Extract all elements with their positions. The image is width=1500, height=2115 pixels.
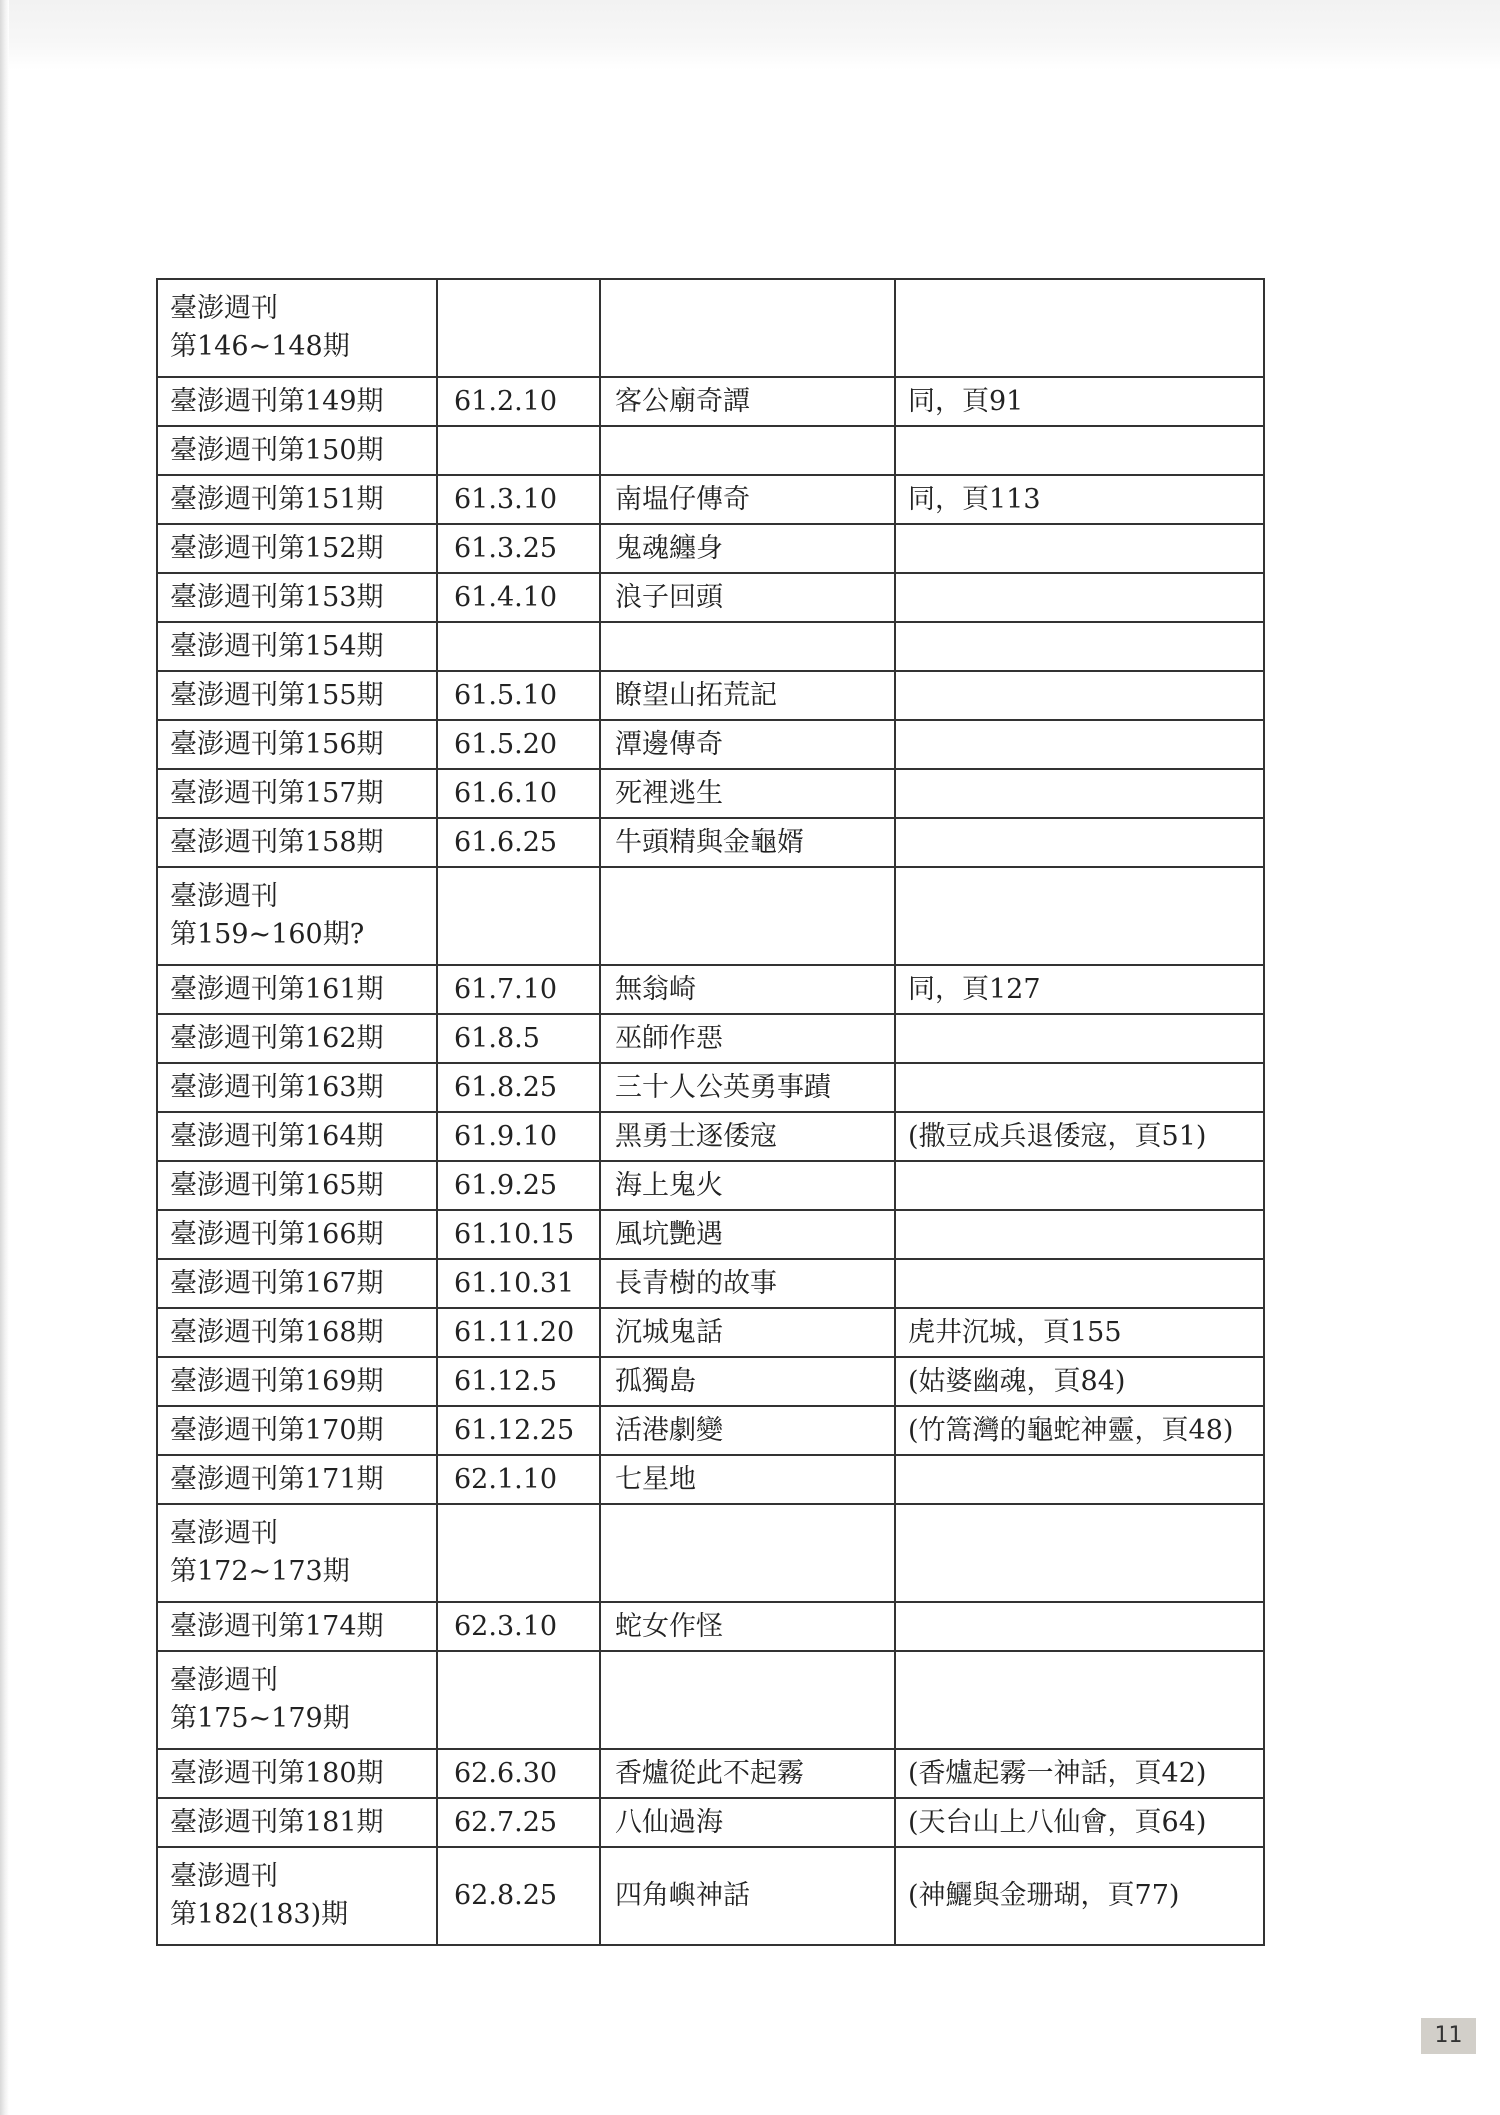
cell-date: 62.8.25 [437, 1847, 600, 1945]
table-row [157, 1210, 1264, 1259]
cell-story: 浪子回頭 [600, 573, 895, 622]
cell-note: (天台山上八仙會，頁64) [895, 1798, 1264, 1847]
issue-line: 臺澎週刊第157期 [170, 777, 384, 809]
cell-note [895, 1455, 1264, 1504]
issue-line: 臺澎週刊 [170, 881, 278, 912]
story-record-table [156, 278, 1265, 1946]
issue-line: 第172~173期 [170, 1556, 350, 1587]
cell-story: 黑勇士逐倭寇 [600, 1112, 895, 1161]
cell-story [600, 279, 895, 377]
cell-note [895, 1161, 1264, 1210]
cell-note [895, 279, 1264, 377]
cell-date: 61.11.20 [437, 1308, 600, 1357]
issue-line: 第146~148期 [170, 331, 350, 362]
cell-date [437, 1504, 600, 1602]
issue-line: 臺澎週刊 [170, 1665, 278, 1696]
cell-story: 三十人公英勇事蹟 [600, 1063, 895, 1112]
cell-story: 瞭望山拓荒記 [600, 671, 895, 720]
issue-line: 臺澎週刊第174期 [170, 1610, 384, 1642]
table-row [157, 279, 1264, 377]
cell-date: 62.7.25 [437, 1798, 600, 1847]
cell-issue [157, 1112, 437, 1161]
issue-line: 臺澎週刊第166期 [170, 1218, 384, 1250]
cell-story: 孤獨島 [600, 1357, 895, 1406]
cell-story: 巫師作惡 [600, 1014, 895, 1063]
cell-story: 風坑艷遇 [600, 1210, 895, 1259]
issue-line: 臺澎週刊第162期 [170, 1022, 384, 1054]
issue-line: 臺澎週刊第165期 [170, 1169, 384, 1201]
cell-story: 無翁崎 [600, 965, 895, 1014]
cell-date: 61.3.10 [437, 475, 600, 524]
cell-issue [157, 279, 437, 377]
issue-line: 第175~179期 [170, 1703, 350, 1734]
page-number: 11 [1421, 2018, 1476, 2054]
table-row [157, 1602, 1264, 1651]
issue-line: 臺澎週刊第180期 [170, 1757, 384, 1789]
issue-line: 臺澎週刊 [170, 1861, 278, 1892]
cell-issue [157, 720, 437, 769]
cell-note: 同，頁113 [895, 475, 1264, 524]
issue-line: 臺澎週刊第158期 [170, 826, 384, 858]
cell-date: 61.5.10 [437, 671, 600, 720]
cell-note [895, 1014, 1264, 1063]
issue-line: 臺澎週刊第152期 [170, 532, 384, 564]
cell-date: 62.6.30 [437, 1749, 600, 1798]
cell-date [437, 279, 600, 377]
cell-date: 61.4.10 [437, 573, 600, 622]
cell-story: 四角嶼神話 [600, 1847, 895, 1945]
cell-issue [157, 622, 437, 671]
cell-note: (神鱺與金珊瑚，頁77) [895, 1847, 1264, 1945]
table-row [157, 1308, 1264, 1357]
cell-story: 七星地 [600, 1455, 895, 1504]
cell-date [437, 426, 600, 475]
cell-date [437, 867, 600, 965]
cell-story: 南塭仔傳奇 [600, 475, 895, 524]
cell-date: 61.8.25 [437, 1063, 600, 1112]
cell-note: (竹篙灣的龜蛇神靈，頁48) [895, 1406, 1264, 1455]
cell-story [600, 622, 895, 671]
table-row [157, 769, 1264, 818]
cell-story: 鬼魂纏身 [600, 524, 895, 573]
cell-story: 長青樹的故事 [600, 1259, 895, 1308]
cell-story [600, 1504, 895, 1602]
issue-line: 臺澎週刊第169期 [170, 1365, 384, 1397]
cell-date: 61.2.10 [437, 377, 600, 426]
cell-story: 蛇女作怪 [600, 1602, 895, 1651]
cell-issue [157, 1014, 437, 1063]
cell-date: 61.9.25 [437, 1161, 600, 1210]
cell-note [895, 1063, 1264, 1112]
cell-issue [157, 1210, 437, 1259]
cell-issue [157, 524, 437, 573]
cell-date: 62.1.10 [437, 1455, 600, 1504]
cell-story: 活港劇變 [600, 1406, 895, 1455]
cell-date: 61.12.25 [437, 1406, 600, 1455]
cell-date: 61.8.5 [437, 1014, 600, 1063]
cell-note [895, 573, 1264, 622]
cell-issue [157, 377, 437, 426]
cell-note [895, 426, 1264, 475]
cell-date: 61.10.15 [437, 1210, 600, 1259]
cell-story [600, 1651, 895, 1749]
cell-note: 同，頁127 [895, 965, 1264, 1014]
cell-issue [157, 1749, 437, 1798]
cell-issue [157, 1504, 437, 1602]
cell-issue [157, 1063, 437, 1112]
cell-issue [157, 573, 437, 622]
cell-story: 死裡逃生 [600, 769, 895, 818]
cell-issue [157, 769, 437, 818]
issue-line: 第159~160期? [170, 919, 365, 950]
issue-line: 臺澎週刊第161期 [170, 973, 384, 1005]
cell-story [600, 426, 895, 475]
cell-note [895, 524, 1264, 573]
table-row [157, 720, 1264, 769]
cell-issue [157, 965, 437, 1014]
cell-issue [157, 867, 437, 965]
table-row [157, 426, 1264, 475]
cell-issue [157, 1161, 437, 1210]
table-row [157, 671, 1264, 720]
cell-note [895, 622, 1264, 671]
cell-issue [157, 671, 437, 720]
cell-issue [157, 1308, 437, 1357]
cell-note [895, 1602, 1264, 1651]
cell-issue [157, 1847, 437, 1945]
table-row [157, 377, 1264, 426]
table-row [157, 1455, 1264, 1504]
cell-date: 61.5.20 [437, 720, 600, 769]
table-row [157, 1749, 1264, 1798]
issue-line: 臺澎週刊第181期 [170, 1806, 384, 1838]
cell-story: 香爐從此不起霧 [600, 1749, 895, 1798]
cell-story: 潭邊傳奇 [600, 720, 895, 769]
cell-note [895, 671, 1264, 720]
cell-note [895, 720, 1264, 769]
cell-issue [157, 1602, 437, 1651]
table-row [157, 1014, 1264, 1063]
cell-issue [157, 1259, 437, 1308]
cell-note: 虎井沉城，頁155 [895, 1308, 1264, 1357]
issue-line: 臺澎週刊第167期 [170, 1267, 384, 1299]
cell-issue [157, 1798, 437, 1847]
cell-date [437, 622, 600, 671]
cell-note: (姑婆幽魂，頁84) [895, 1357, 1264, 1406]
cell-issue [157, 1455, 437, 1504]
scan-shadow-left [0, 0, 9, 2115]
cell-issue [157, 426, 437, 475]
table-row [157, 475, 1264, 524]
table-row [157, 867, 1264, 965]
cell-note: (撒豆成兵退倭寇，頁51) [895, 1112, 1264, 1161]
cell-date: 61.6.10 [437, 769, 600, 818]
cell-note: (香爐起霧一神話，頁42) [895, 1749, 1264, 1798]
cell-story: 海上鬼火 [600, 1161, 895, 1210]
cell-story: 八仙過海 [600, 1798, 895, 1847]
issue-line: 臺澎週刊第168期 [170, 1316, 384, 1348]
issue-line: 臺澎週刊第171期 [170, 1463, 384, 1495]
cell-date [437, 1651, 600, 1749]
cell-issue [157, 1406, 437, 1455]
cell-note [895, 867, 1264, 965]
table-row [157, 1847, 1264, 1945]
cell-note [895, 1651, 1264, 1749]
table-row [157, 1357, 1264, 1406]
scan-shadow-top [0, 0, 1500, 70]
issue-line: 臺澎週刊 [170, 293, 278, 324]
cell-date: 61.10.31 [437, 1259, 600, 1308]
issue-line: 臺澎週刊第154期 [170, 630, 384, 662]
cell-issue [157, 818, 437, 867]
table-row [157, 1798, 1264, 1847]
issue-line: 臺澎週刊第150期 [170, 434, 384, 466]
cell-issue [157, 475, 437, 524]
issue-line: 臺澎週刊第155期 [170, 679, 384, 711]
issue-line: 臺澎週刊 [170, 1518, 278, 1549]
cell-date: 61.12.5 [437, 1357, 600, 1406]
cell-date: 61.6.25 [437, 818, 600, 867]
cell-issue [157, 1357, 437, 1406]
cell-date: 61.7.10 [437, 965, 600, 1014]
cell-note [895, 1210, 1264, 1259]
cell-story: 沉城鬼話 [600, 1308, 895, 1357]
cell-story [600, 867, 895, 965]
issue-line: 臺澎週刊第163期 [170, 1071, 384, 1103]
table-row [157, 524, 1264, 573]
issue-line: 第182(183)期 [170, 1899, 349, 1930]
table-row [157, 1063, 1264, 1112]
table-row [157, 1112, 1264, 1161]
table-row [157, 818, 1264, 867]
issue-line: 臺澎週刊第164期 [170, 1120, 384, 1152]
cell-story: 客公廟奇譚 [600, 377, 895, 426]
cell-note [895, 818, 1264, 867]
issue-line: 臺澎週刊第170期 [170, 1414, 384, 1446]
table-row [157, 1406, 1264, 1455]
table-row [157, 1651, 1264, 1749]
cell-note: 同，頁91 [895, 377, 1264, 426]
cell-date: 62.3.10 [437, 1602, 600, 1651]
cell-note [895, 1259, 1264, 1308]
table-row [157, 1504, 1264, 1602]
issue-line: 臺澎週刊第149期 [170, 385, 384, 417]
issue-line: 臺澎週刊第156期 [170, 728, 384, 760]
table-row [157, 1259, 1264, 1308]
cell-date: 61.3.25 [437, 524, 600, 573]
cell-issue [157, 1651, 437, 1749]
cell-date: 61.9.10 [437, 1112, 600, 1161]
table-row [157, 573, 1264, 622]
issue-line: 臺澎週刊第153期 [170, 581, 384, 613]
table-body [157, 279, 1264, 1945]
table-row [157, 965, 1264, 1014]
issue-line: 臺澎週刊第151期 [170, 483, 384, 515]
cell-story: 牛頭精與金龜婿 [600, 818, 895, 867]
table-row [157, 622, 1264, 671]
cell-note [895, 1504, 1264, 1602]
table-row [157, 1161, 1264, 1210]
cell-note [895, 769, 1264, 818]
